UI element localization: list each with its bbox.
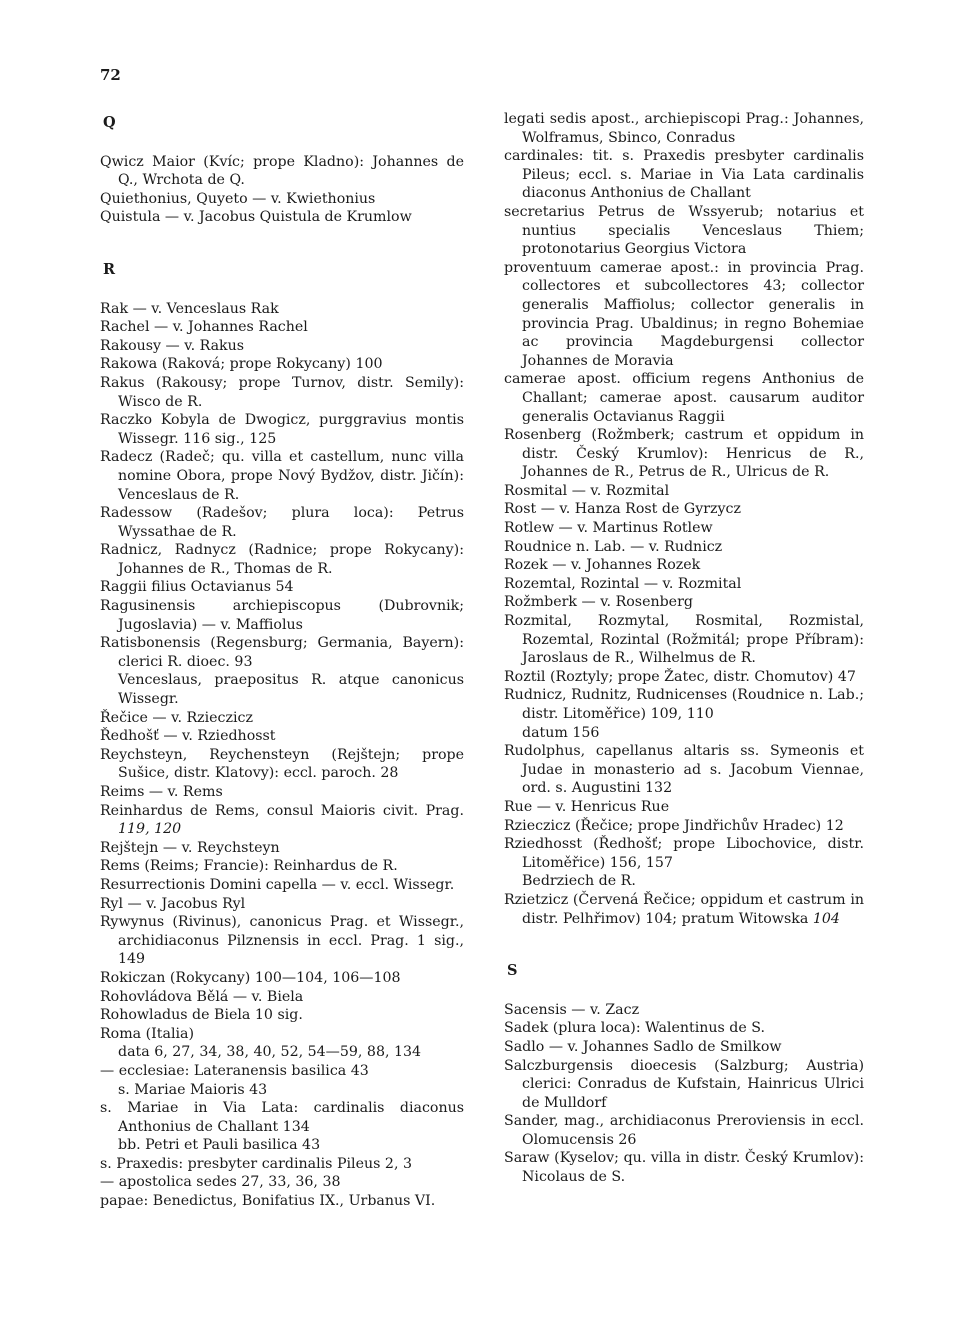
- index-entry: [100, 746, 464, 783]
- section-letter: [103, 114, 464, 133]
- index-entry: [100, 153, 464, 190]
- index-entry: [100, 541, 464, 578]
- index-entry: [504, 1019, 864, 1038]
- index-entry: [100, 300, 464, 319]
- entry-text: Rzietzicz (Červená Řečice; oppidum et castrum in distr. Pelhřimov) 104; pratum Witowska: [504, 891, 864, 927]
- index-entry: [504, 1149, 864, 1186]
- entry-text: Rozemtal, Rozintal — v. Rozmital: [504, 575, 742, 592]
- index-subentry: [100, 1136, 464, 1155]
- index-subentry: [504, 724, 864, 743]
- entry-text: papae: Benedictus, Bonifatius IX., Urbanus VI.: [100, 1193, 436, 1210]
- section-letter-text: R: [103, 260, 116, 278]
- index-entry: [100, 1155, 464, 1174]
- entry-text: Roztil (Roztyly; prope Žatec, distr. Chomutov) 47: [504, 668, 856, 685]
- entry-text: Rožmberk — v. Rosenberg: [504, 594, 693, 611]
- index-entry: [504, 798, 864, 817]
- entry-text: Rakowa (Raková; prope Rokycany) 100: [100, 356, 383, 373]
- entry-text: Rakus (Rakousy; prope Turnov, distr. Semily): Wisco de R.: [100, 374, 464, 410]
- entry-text: Sander, mag., archidiaconus Preroviensis in eccl. Olomucensis 26: [504, 1113, 864, 1148]
- index-entry: [504, 110, 864, 147]
- index-entry: [504, 370, 864, 426]
- index-entry: [504, 538, 864, 557]
- index-entry: [504, 500, 864, 519]
- index-entry: [100, 411, 464, 448]
- index-entry: [504, 556, 864, 575]
- entry-text: Sadlo — v. Johannes Sadlo de Smilkow: [504, 1038, 782, 1055]
- italic-page-ref: 104: [812, 910, 840, 927]
- index-entry: [504, 1038, 864, 1057]
- entry-text: s. Mariae Maioris 43: [118, 1081, 268, 1098]
- entry-text: Rokiczan (Rokycany) 100—104, 106—108: [100, 969, 401, 986]
- index-entry: [100, 634, 464, 671]
- entry-text: Rozek — v. Johannes Rozek: [504, 557, 701, 574]
- entry-text: Roma (Italia): [100, 1025, 195, 1042]
- entry-text: Bedrziech de R.: [522, 873, 636, 890]
- index-entry: [100, 802, 464, 839]
- index-entry: [504, 668, 864, 687]
- entry-text: legati sedis apost., archiepiscopi Prag.: Johannes, Wolframus, Sbinco, Conradus: [504, 111, 864, 146]
- entry-text: Rziedhosst (Ředhošť; prope Libochovice, distr. Litoměřice) 156, 157: [504, 836, 864, 871]
- index-entry: [100, 578, 464, 597]
- page-number: 72: [100, 66, 121, 84]
- index-entry: [100, 988, 464, 1007]
- index-subentry: [100, 1081, 464, 1100]
- index-entry: [100, 208, 464, 227]
- section-letter-text: Q: [103, 114, 116, 131]
- index-entry: [504, 519, 864, 538]
- entry-text: Rohovládova Bělá — v. Biela: [100, 988, 304, 1005]
- entry-text: Radessow (Radešov; plura loca): Petrus Wyssathae de R.: [100, 505, 464, 540]
- section-letter: [507, 962, 864, 981]
- index-subentry: [504, 872, 864, 891]
- entry-text: Ragusinensis archiepiscopus (Dubrovnik; Jugoslavia) — v. Maffiolus: [100, 598, 464, 633]
- entry-text: Roudnice n. Lab. — v. Rudnicz: [504, 538, 723, 555]
- index-entry: [100, 448, 464, 504]
- index-entry: [100, 839, 464, 858]
- index-entry: [504, 593, 864, 612]
- entry-text: Saraw (Kyselov; qu. villa in distr. Český Krumlov): Nicolaus de S.: [504, 1150, 864, 1186]
- entry-text: s. Praxedis: presbyter cardinalis Pileus 2, 3: [100, 1155, 412, 1172]
- index-subentry: [100, 671, 464, 708]
- entry-text: Rudnicz, Rudnitz, Rudnicenses (Roudnice n. Lab.; distr. Litoměřice) 109, 110: [504, 687, 864, 722]
- entry-text: Venceslaus, praepositus R. atque canonicus Wissegr.: [118, 672, 464, 708]
- entry-text: Sadek (plura loca): Walentinus de S.: [504, 1020, 766, 1037]
- entry-text: data 6, 27, 34, 38, 40, 52, 54—59, 88, 134: [118, 1044, 422, 1061]
- index-entry: [100, 355, 464, 374]
- section-letter: [103, 261, 464, 280]
- left-column: [100, 110, 464, 1211]
- index-entry: [100, 318, 464, 337]
- index-entry: [100, 709, 464, 728]
- entry-text: camerae apost. officium regens Anthonius de Challant; camerae apost. causarum auditor generalis Octavianus Raggii: [504, 371, 864, 425]
- entry-text: bb. Petri et Pauli basilica 43: [118, 1137, 321, 1154]
- entry-text: Rywynus (Rivinus), canonicus Prag. et Wissegr., archidiaconus Pilznensis in eccl. Prag. 1 sig., 149: [100, 914, 464, 968]
- entry-text: Resurrectionis Domini capella — v. eccl. Wissegr.: [100, 876, 455, 893]
- entry-text: Quiethonius, Quyeto — v. Kwiethonius: [100, 190, 376, 207]
- entry-text: s. Mariae in Via Lata: cardinalis diaconus Anthonius de Challant 134: [100, 1100, 464, 1135]
- entry-text: Reychsteyn, Reychensteyn (Rejštejn; prope Sušice, distr. Klatovy): eccl. paroch. 28: [100, 746, 464, 782]
- index-subentry: [100, 1043, 464, 1062]
- index-entry: [100, 876, 464, 895]
- entry-text: Reims — v. Rems: [100, 784, 223, 800]
- index-entry: [504, 817, 864, 836]
- entry-text: Rems (Reims; Francie): Reinhardus de R.: [100, 858, 398, 875]
- index-entry: [100, 895, 464, 914]
- entry-text: Rosenberg (Rožmberk; castrum et oppidum in distr. Český Krumlov): Henricus de R., Johannes de R., Petrus de R., Ulricus de R.: [504, 427, 864, 481]
- index-entry: [504, 426, 864, 482]
- entry-text: Rohowladus de Biela 10 sig.: [100, 1007, 303, 1024]
- index-entry: [504, 147, 864, 203]
- entry-text: — ecclesiae: Lateranensis basilica 43: [100, 1062, 369, 1079]
- index-entry: [504, 1057, 864, 1113]
- index-entry: [504, 612, 864, 668]
- section-letter-text: S: [507, 962, 518, 980]
- index-entry: [100, 190, 464, 209]
- index-entry: [504, 1001, 864, 1020]
- index-entry: [100, 337, 464, 356]
- entry-text: Rakousy — v. Rakus: [100, 337, 245, 354]
- index-entry: [100, 1192, 464, 1211]
- index-entry: [100, 727, 464, 746]
- entry-text: Quistula — v. Jacobus Quistula de Krumlow: [100, 209, 412, 226]
- index-entry: [100, 1062, 464, 1081]
- index-entry: [504, 203, 864, 259]
- entry-text: proventuum camerae apost.: in provincia Prag. collectores et subcollectores 43; collector generalis Maffiolus; collector generalis in provincia Prag. Ubaldinus; in regno Bohemiae ac provincia Magdeburgensi collector Johannes de Moravia: [504, 259, 864, 369]
- index-entry: [504, 1112, 864, 1149]
- entry-text: Řečice — v. Rzieczicz: [100, 709, 253, 726]
- index-entry: [100, 1006, 464, 1025]
- entry-text: Raczko Kobyla de Dwogicz, purggravius montis Wissegr. 116 sig., 125: [100, 412, 464, 447]
- index-entry: [504, 482, 864, 501]
- index-entry: [100, 374, 464, 411]
- entry-text: Salczburgensis dioecesis (Salzburg; Austria) clerici: Conradus de Kufstain, Hainricus Ulrici de Mulldorf: [504, 1057, 864, 1111]
- index-entry: [100, 969, 464, 988]
- entry-text: Rejštejn — v. Reychsteyn: [100, 839, 280, 856]
- italic-page-ref: 119, 120: [118, 821, 182, 838]
- entry-text: Rachel — v. Johannes Rachel: [100, 319, 308, 336]
- index-entry: [100, 913, 464, 969]
- index-entry: [100, 597, 464, 634]
- entry-text: Rotlew — v. Martinus Rotlew: [504, 520, 713, 537]
- entry-text: Rosmital — v. Rozmital: [504, 482, 670, 499]
- right-column: [504, 110, 864, 1187]
- entry-text: Rzieczicz (Řečice; prope Jindřichův Hradec) 12: [504, 817, 844, 834]
- index-entry: [504, 259, 864, 371]
- entry-text: Rost — v. Hanza Rost de Gyrzycz: [504, 501, 741, 518]
- entry-text: Ratisbonensis (Regensburg; Germania, Bayern): clerici R. dioec. 93: [100, 635, 464, 670]
- index-entry: [100, 783, 464, 802]
- entry-text: Rudolphus, capellanus altaris ss. Symeonis et Judae in monasterio ad s. Jacobum Viennae, ord. s. Augustini 132: [504, 743, 864, 797]
- index-entry: [100, 1173, 464, 1192]
- entry-text: Raggii filius Octavianus 54: [100, 579, 294, 596]
- entry-text: Rozmital, Rozmytal, Rosmital, Rozmistal, Rozemtal, Rozintal (Rožmitál; prope Příbram): Jaroslaus de R., Wilhelmus de R.: [504, 613, 864, 667]
- index-entry: [504, 835, 864, 872]
- entry-text: Rue — v. Henricus Rue: [504, 798, 670, 815]
- entry-text: Radnicz, Radnycz (Radnice; prope Rokycany): Johannes de R., Thomas de R.: [100, 542, 464, 577]
- index-entry: [100, 1025, 464, 1044]
- index-entry: [504, 891, 864, 928]
- entry-text: cardinales: tit. s. Praxedis presbyter cardinalis Pileus; eccl. s. Mariae in Via Lata cardinalis diaconus Anthonius de Challant: [504, 148, 864, 202]
- entry-text: Qwicz Maior (Kvíc; prope Kladno): Johannes de Q., Wrchota de Q.: [100, 153, 464, 189]
- index-entry: [504, 742, 864, 798]
- entry-text: secretarius Petrus de Wssyerub; notarius et nuntius specialis Venceslaus Thiem; protonotarius Georgius Victora: [504, 203, 864, 258]
- entry-text: datum 156: [522, 724, 600, 741]
- index-entry: [100, 504, 464, 541]
- entry-text: Ředhošť — v. Rziedhosst: [100, 728, 276, 745]
- index-entry: [504, 575, 864, 594]
- entry-text: — apostolica sedes 27, 33, 36, 38: [100, 1174, 341, 1191]
- index-entry: [504, 686, 864, 723]
- entry-text: Sacensis — v. Zacz: [504, 1001, 640, 1018]
- entry-text: Reinhardus de Rems, consul Maioris civit. Prag.: [100, 802, 464, 819]
- index-entry: [100, 857, 464, 876]
- entry-text: Rak — v. Venceslaus Rak: [100, 300, 279, 317]
- index-entry: [100, 1099, 464, 1136]
- entry-text: Radecz (Radeč; qu. villa et castellum, nunc villa nomine Obora, prope Nový Bydžov, distr. Jičín): Venceslaus de R.: [100, 449, 464, 503]
- entry-text: Ryl — v. Jacobus Ryl: [100, 895, 246, 912]
